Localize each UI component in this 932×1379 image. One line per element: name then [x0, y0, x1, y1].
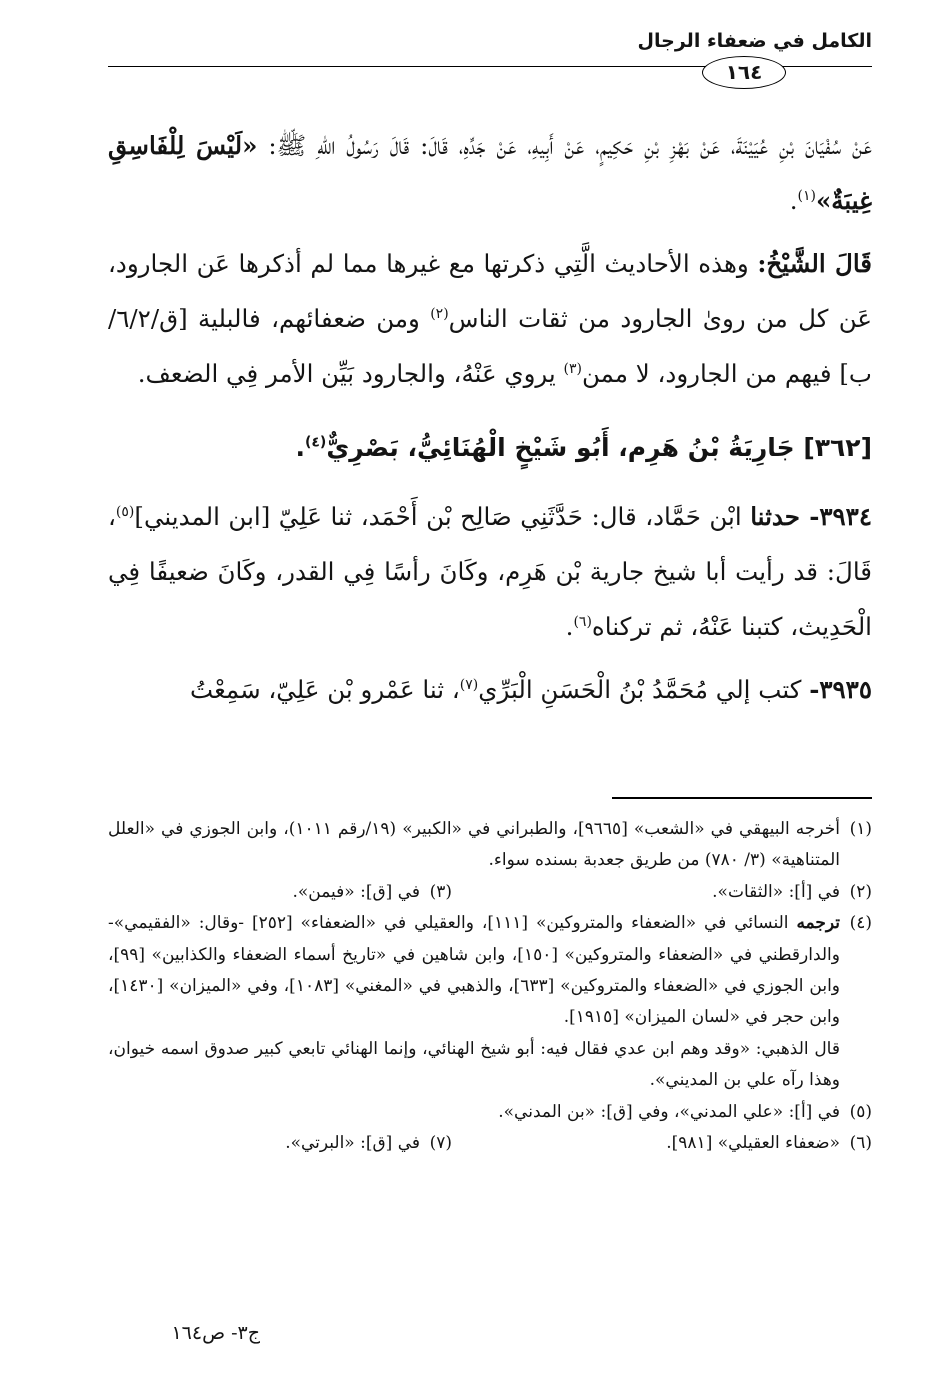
footnote-text: في [أ]: «علي المدني»، وفي [ق]: «بن المدني».	[498, 1101, 840, 1122]
footnote-number: (٦)	[849, 1133, 872, 1154]
footnote-2	[452, 877, 872, 908]
footnote-7	[285, 1128, 452, 1159]
hadith-quote: «لَيْسَ لِلْفَاسِقِ غِيبَةٌ»	[108, 131, 872, 215]
footnote-text: في [ق]: «فيمن».	[292, 881, 420, 902]
footnote-ref: (٧)	[459, 676, 479, 693]
footnote-row-6-7	[108, 1128, 872, 1159]
footnote-number: (٤)	[849, 913, 872, 934]
running-header-title: الكامل في ضعفاء الرجال	[637, 30, 872, 52]
footnote-text: في [أ]: «الثقات».	[712, 881, 840, 902]
footnote-1	[108, 814, 872, 877]
footnote-number: (٥)	[849, 1101, 872, 1122]
hadith-number: ٣٩٣٥-	[809, 675, 872, 704]
paragraph-hadith-3934: ٣٩٣٤- حدثنا ابْن حَمَّاد، قال: حَدَّثَنِي صَالِح بْن أَحْمَد، ثنا عَلِيّ [ابن المديني]$^{(٥)}$، قَالَ: قد رأيت أبا شيخ جارية بْن هَرِم، وكَانَ رأسًا فِي القدر، وكَانَ ضعيفًا فِي الْحَدِيث، كتبنا عَنْهُ، ثم تركناه$^{(٦)}$.	[108, 502, 872, 641]
footnote-ref: (٢)	[430, 305, 449, 322]
footnote-text-continued: قال الذهبي: «وقد وهم ابن عدي فقال فيه: أبو شيخ الهنائي، وإنما الهنائي تابعي كبير صدوق اسمه خيوان، وهذا رآه علي بن المديني».	[108, 1038, 840, 1091]
footnote-lead: ترجمه	[796, 913, 840, 934]
footnote-text: أخرجه البيهقي في «الشعب» [٩٦٦٥]، والطبراني في «الكبير» (١٩/رقم ١٠١١)، وابن الجوزي في «العلل المتناهية» (٣/ ٧٨٠) من طريق جعدبة بسنده سواء.	[108, 819, 841, 871]
footnote-text: في [ق]: «البرتي».	[285, 1133, 420, 1154]
footnote-separator	[612, 797, 872, 799]
footnote-number: (٧)	[429, 1133, 452, 1154]
footnote-ref: (٣)	[563, 360, 583, 377]
footnote-5	[108, 1097, 872, 1128]
footnote-number: (١)	[849, 819, 872, 839]
footnote-ref: (٦)	[573, 613, 592, 630]
footnote-row-2-3	[108, 877, 872, 908]
entry-heading: [٣٦٢] جَارِيَةُ بْنُ هَرِم، أَبُو شَيْخٍ الْهُنَائِيُّ، بَصْرِيٌّ$^{(٤)}$.	[295, 433, 872, 462]
volume-page-reference: ج٣- ص١٦٤	[171, 1322, 260, 1344]
paragraph-hadith-3935: ٣٩٣٥- كتب إلي مُحَمَّدُ بْنُ الْحَسَنِ الْبَرِّي$^{(٧)}$، ثنا عَمْرو بْن عَلِيّ، سَمِعْتُ	[190, 675, 872, 704]
sheikh-lead: قَالَ الشَّيْخُ:	[757, 249, 873, 278]
footnote-6	[452, 1128, 872, 1159]
footnote-ref: (٥)	[115, 503, 135, 520]
footnote-ref: (١)	[797, 187, 816, 204]
footnote-number: (٣)	[429, 881, 452, 902]
footnote-text: النسائي في «الضعفاء والمتروكين» [١١١]، والعقيلي في «الضعفاء» [٢٥٢] -وقال: «الفقيمي»- والدارقطني في «الضعفاء والمتروكين» [١٥٠]، وابن شاهين في «تاريخ أسماء الضعفاء والكذابين» [٩٩]، وابن الجوزي في «الضعفاء والمتروكين» [٦٣٣]، والذهبي في «المغني» [١٠٨٣]، وفي «الميزان» [١٤٣٠]، وابن حجر في «لسان الميزان» [١٩١٥].	[108, 913, 841, 1028]
page-number: ١٦٤	[702, 56, 786, 89]
footnote-ref: (٤)	[304, 434, 327, 451]
paragraph-hadith-text: عَنْ سُفْيَانَ بْنِ عُيَيْنَةَ، عَنْ بَهْزِ بْنِ حَكِيمٍ، عَنْ أَبِيهِ، عَنْ جَدِّهِ، قَالَ: قَالَ رَسُولُ اللهِ ﷺ: «لَيْسَ لِلْفَاسِقِ غِيبَةٌ»$^{(١)}$.	[108, 131, 872, 215]
footnotes-section	[108, 814, 872, 1159]
footnote-3	[292, 877, 452, 908]
footnote-4	[108, 908, 872, 1096]
footnote-number: (٢)	[849, 881, 872, 902]
paragraph-sheikh-comment: قَالَ الشَّيْخُ: وهذه الأحاديث الَّتِي ذكرتها مع غيرها مما لم أذكرها عَن الجارود، عَن كل من روىٰ الجارود من ثقات الناس$^{(٢)}$ ومن ضعفائهم، فالبلية [ق/٦/٢/ب] فيهم من الجارود، لا ممن$^{(٣)}$ يروي عَنْهُ، والجارود بَيِّن الأمر فِي الضعف.	[108, 249, 873, 388]
footnote-text: «ضعفاء العقيلي» [٩٨١].	[666, 1133, 840, 1154]
hadith-number: ٣٩٣٤- حدثنا	[750, 502, 872, 531]
main-text	[108, 118, 872, 725]
